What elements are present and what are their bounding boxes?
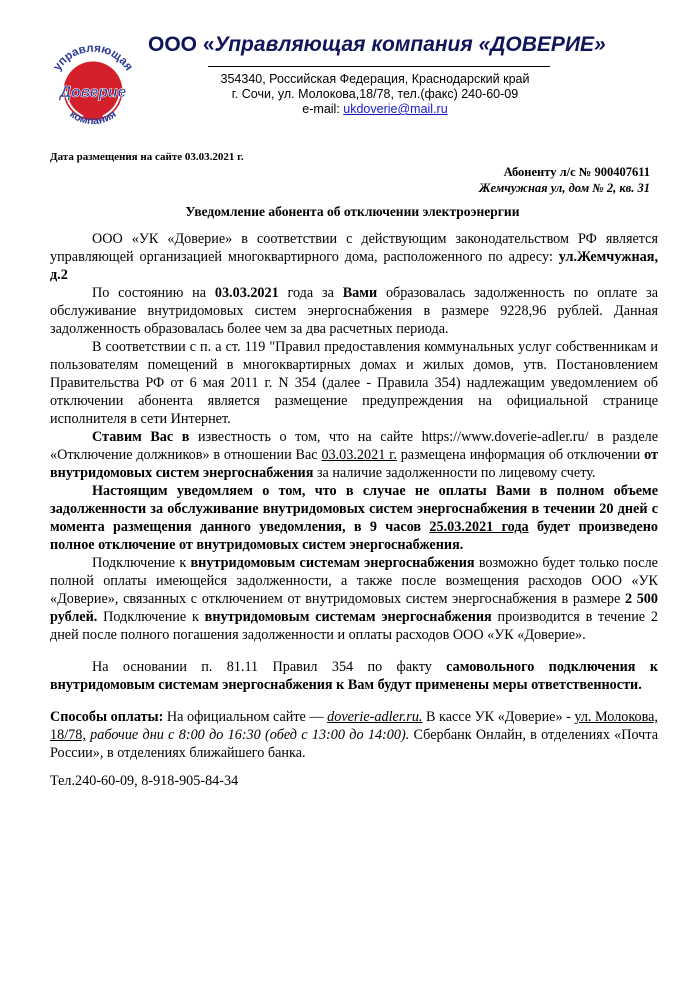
email-link[interactable]: ukdoverie@mail.ru <box>343 102 448 116</box>
paragraph-1: ООО «УК «Доверие» в соответствии с действующим законодательством РФ является управляющей организацией многоквартирного дома, расположенного по адресу: ул.Жемчужная, д.2 <box>50 231 658 283</box>
svg-text:компания: компания <box>67 108 119 128</box>
company-logo <box>44 40 142 138</box>
paragraph-7: На основании п. 81.11 Правил 354 по факту самовольного подключения к внутридомовым системам энергоснабжения к Вам будут применены меры ответственности. <box>50 659 659 693</box>
header-rule <box>208 66 550 67</box>
notice-body <box>50 230 658 790</box>
address-line-1: 354340, Российская Федерация, Краснодарский край <box>220 72 530 86</box>
phones: Тел.240-60-09, 8-918-905-84-34 <box>50 773 239 789</box>
subscriber-address: Жемчужная ул, дом № 2, кв. 31 <box>478 181 650 195</box>
notice-title: Уведомление абонента об отключении электроэнергии <box>185 204 520 219</box>
paragraph-6: Подключение к внутридомовым системам энергоснабжения возможно будет только после полной оплаты имеющейся задолженности, а также после возмещения расходов ООО «УК «Доверие», связанных с отключением от внутридомовых систем энергоснабжения в размере 2 500 рублей. Подключение к внутридомовым системам энергоснабжения производится в течение 2 дней после полного погашения задолженности и оплаты расходов ООО «УК «Доверие». <box>50 555 658 643</box>
svg-text:управляющая: управляющая <box>50 41 136 74</box>
company-title: ООО «Управляющая компания «ДОВЕРИЕ» <box>148 33 606 56</box>
posted-date: Дата размещения на сайте 03.03.2021 г. <box>50 151 244 163</box>
paragraph-3: В соответствии с п. а ст. 119 "Правил предоставления коммунальных услуг собственникам и пользователям помещений в многоквартирных домах и жилых домов, утв. Постановлением Правительства РФ от 6 мая 2011 г. N 354 (далее - Правила 354) надлежащим уведомлением об отключении абонента является размещение предупреждения на официальной странице исполнителя в сети Интернет. <box>50 339 658 427</box>
address-line-2: г. Сочи, ул. Молокова,18/78, тел.(факс) 240-60-09 <box>231 87 519 101</box>
paragraph-5: Настоящим уведомляем о том, что в случае не оплаты Вами в полном объеме задолженности за обслуживание внутридомовых систем энергоснабжения в течении 20 дней с момента размещения данного уведомления, в 9 часов 25.03.2021 года будет произведено полное отключение от внутридомовых систем энергоснабжения. <box>50 483 658 553</box>
payment-methods: Способы оплаты: На официальном сайте — doverie-adler.ru. В кассе УК «Доверие» - ул. Молокова, 18/78, рабочие дни с 8:00 до 16:30 (обед с 13:00 до 14:00). Сбербанк Онлайн, в отделениях «Почта России», в отделениях ближайшего банка. <box>50 709 658 761</box>
email-line: e-mail: ukdoverie@mail.ru <box>302 102 448 116</box>
paragraph-2: По состоянию на 03.03.2021 года за Вами образовалась задолженность по оплате за обслуживание внутридомовых систем энергоснабжения в размере 9228,96 рублей. Данная задолженность образовалась более чем за два расчетных периода. <box>50 285 658 337</box>
svg-text:Доверие: Доверие <box>59 83 127 101</box>
website-link[interactable]: doverie-adler.ru. <box>327 709 423 725</box>
subscriber-block <box>479 164 650 196</box>
subscriber-account: Абоненту л/с № 900407611 <box>503 165 650 179</box>
paragraph-4: Ставим Вас в известность о том, что на сайте https://www.doverie-adler.ru/ в разделе «Отключение должников» в отношении Вас 03.03.2021 г. размещена информация об отключении от внутридомовых систем энергоснабжения за наличие задолженности по лицевому счету. <box>50 429 658 481</box>
